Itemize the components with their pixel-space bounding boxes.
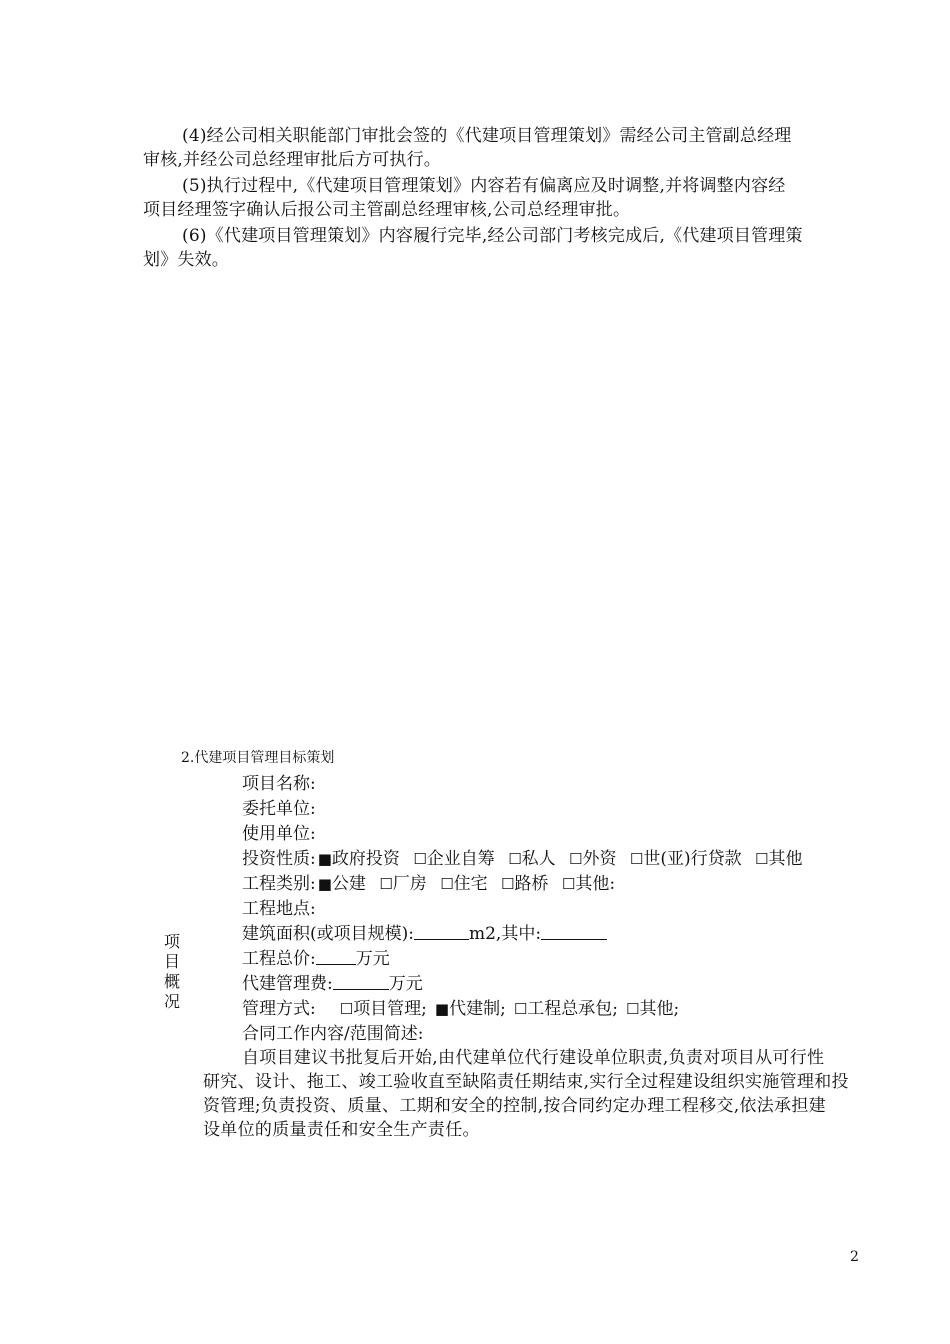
checkbox-empty-icon: ☐ bbox=[501, 875, 515, 893]
description-line: 自项目建议书批复后开始,由代建单位代行建设单位职责,负责对项目从可行性 bbox=[242, 1048, 825, 1068]
checkbox-checked-icon: ■ bbox=[434, 1000, 450, 1018]
total-cost-blank[interactable] bbox=[316, 948, 356, 965]
option-factory[interactable]: ☐厂房 bbox=[379, 874, 427, 894]
management-mode-row bbox=[242, 997, 679, 1021]
building-area-label: 建筑面积(或项目规模): bbox=[242, 924, 414, 944]
contract-scope-description bbox=[203, 1046, 903, 1142]
management-fee-unit: 万元 bbox=[388, 974, 423, 994]
checkbox-empty-icon: ☐ bbox=[513, 1000, 528, 1018]
user-unit-label: 使用单位: bbox=[242, 824, 316, 844]
option-private[interactable]: ☐私人 bbox=[508, 849, 556, 869]
paragraph-line: 审核,并经公司总经理审批后方可执行。 bbox=[143, 150, 442, 170]
paragraph-line: (5)执行过程中,《代建项目管理策划》内容若有偏离应及时调整,并将调整内容经 bbox=[182, 176, 786, 196]
paragraph-line: (6)《代建项目管理策划》内容履行完毕,经公司部门考核完成后,《代建项目管理策 bbox=[182, 226, 803, 246]
checkbox-empty-icon: ☐ bbox=[569, 850, 583, 868]
total-cost-unit: 万元 bbox=[355, 949, 390, 969]
checkbox-empty-icon: ☐ bbox=[755, 850, 769, 868]
building-area-blank[interactable] bbox=[414, 923, 469, 940]
paragraph-4 bbox=[143, 124, 863, 172]
side-label-char: 况 bbox=[163, 992, 180, 1011]
paragraph-line: 划》失效。 bbox=[143, 250, 229, 270]
option-agent-construction[interactable]: ■代建制; bbox=[434, 999, 506, 1019]
option-project-management[interactable]: ☐项目管理; bbox=[339, 999, 427, 1019]
location-label: 工程地点: bbox=[242, 899, 316, 919]
total-cost-label: 工程总价: bbox=[242, 949, 316, 969]
side-label-project-overview bbox=[163, 932, 181, 1012]
option-government-investment[interactable]: ■政府投资 bbox=[317, 849, 400, 869]
side-label-char: 项 bbox=[163, 932, 180, 951]
project-category-row bbox=[242, 872, 615, 896]
page-number: 2 bbox=[850, 1249, 859, 1265]
option-public-building[interactable]: ■公建 bbox=[317, 874, 366, 894]
side-label-char: 目 bbox=[163, 952, 180, 971]
project-name-label: 项目名称: bbox=[242, 774, 316, 794]
option-foreign-capital[interactable]: ☐外资 bbox=[569, 849, 617, 869]
total-cost-row bbox=[242, 947, 390, 971]
checkbox-empty-icon: ☐ bbox=[440, 875, 454, 893]
option-road-bridge[interactable]: ☐路桥 bbox=[501, 874, 549, 894]
checkbox-empty-icon: ☐ bbox=[629, 850, 644, 868]
description-line: 研究、设计、拖工、竣工验收直至缺陷责任期结束,实行全过程建设组织实施管理和投 bbox=[203, 1072, 849, 1092]
paragraph-5 bbox=[143, 174, 863, 222]
option-enterprise-self-funded[interactable]: ☐企业自筹 bbox=[413, 849, 495, 869]
checkbox-checked-icon: ■ bbox=[317, 875, 332, 893]
option-world-bank-loan[interactable]: ☐世(亚)行贷款 bbox=[629, 849, 742, 869]
paragraph-line: (4)经公司相关职能部门审批会签的《代建项目管理策划》需经公司主管副总经理 bbox=[182, 126, 792, 146]
management-fee-label: 代建管理费: bbox=[242, 974, 333, 994]
paragraph-line: 项目经理签字确认后报公司主管副总经理审核,公司总经理审批。 bbox=[143, 200, 631, 220]
checkbox-checked-icon: ■ bbox=[317, 850, 332, 868]
building-area-unit: m2,其中: bbox=[469, 924, 542, 944]
investment-nature-row bbox=[242, 847, 802, 871]
checkbox-empty-icon: ☐ bbox=[508, 850, 522, 868]
checkbox-empty-icon: ☐ bbox=[379, 875, 393, 893]
option-mode-other[interactable]: ☐其他; bbox=[626, 999, 680, 1019]
option-other[interactable]: ☐其他 bbox=[755, 849, 803, 869]
management-fee-row bbox=[242, 972, 423, 996]
description-line: 资管理;负责投资、质量、工期和安全的控制,按合同约定办理工程移交,依法承担建 bbox=[203, 1096, 826, 1116]
checkbox-empty-icon: ☐ bbox=[626, 1000, 640, 1018]
checkbox-empty-icon: ☐ bbox=[561, 875, 576, 893]
option-category-other[interactable]: ☐其他: bbox=[561, 874, 616, 894]
paragraph-6 bbox=[143, 224, 863, 272]
management-fee-blank[interactable] bbox=[333, 973, 389, 990]
management-mode-label: 管理方式: bbox=[242, 999, 316, 1019]
building-area-row bbox=[242, 922, 607, 946]
building-area-detail-blank[interactable] bbox=[541, 923, 607, 940]
checkbox-empty-icon: ☐ bbox=[413, 850, 427, 868]
option-general-contracting[interactable]: ☐工程总承包; bbox=[513, 999, 619, 1019]
option-residential[interactable]: ☐住宅 bbox=[440, 874, 488, 894]
project-category-label: 工程类别: bbox=[242, 874, 316, 894]
client-unit-label: 委托单位: bbox=[242, 799, 316, 819]
investment-nature-label: 投资性质: bbox=[242, 849, 316, 869]
side-label-char: 概 bbox=[163, 972, 180, 991]
contract-scope-label: 合同工作内容/范围简述: bbox=[242, 1024, 424, 1044]
description-line: 设单位的质量责任和安全生产责任。 bbox=[203, 1120, 480, 1140]
section-title: 2.代建项目管理目标策划 bbox=[181, 750, 335, 766]
checkbox-empty-icon: ☐ bbox=[339, 1000, 354, 1018]
